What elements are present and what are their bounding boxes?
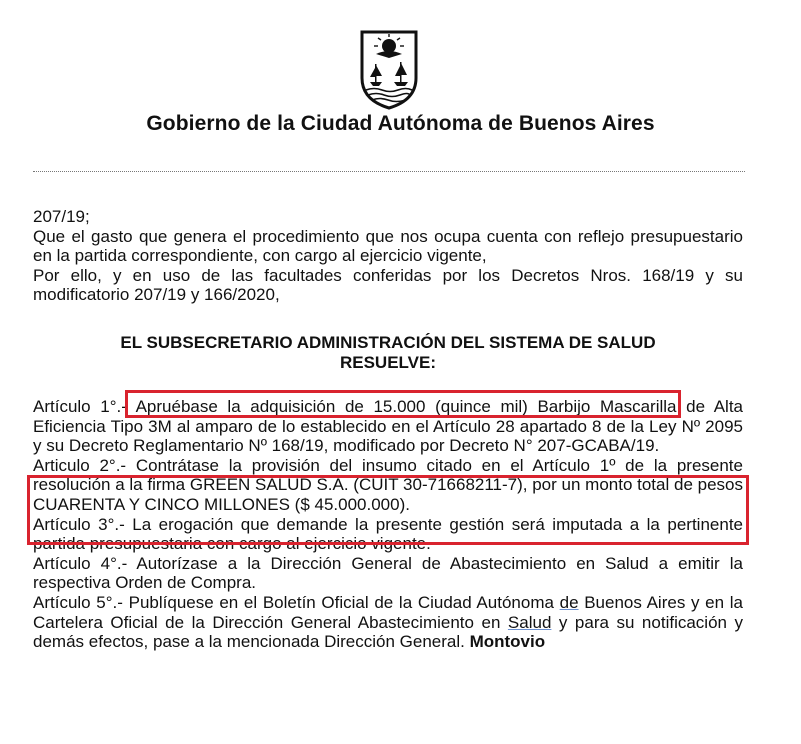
- signer-name: Montovio: [469, 632, 546, 652]
- article-5-text: Buenos Aires y en la Cartelera Oficial de la Dirección General Abastecimiento en: [33, 592, 743, 632]
- buenos-aires-city-seal-icon: [356, 28, 422, 110]
- article-3: Artículo 3°.- La erogación que demande la presente gestión será imputada a la pertinente partida presupuestaria con cargo al ejercicio vigente.: [33, 514, 743, 554]
- highlight-box-article-1: [125, 390, 681, 418]
- issuer-title: EL SUBSECRETARIO ADMINISTRACIÓN DEL SISTEMA DE SALUD: [120, 333, 656, 352]
- resolves-label: RESUELVE:: [339, 353, 437, 372]
- government-title: Gobierno de la Ciudad Autónoma de Buenos Aires: [146, 112, 655, 135]
- preamble-paragraph: Que el gasto que genera el procedimiento que nos ocupa cuenta con reflejo presupuestario en la partida correspondiente, con cargo al ejercicio vigente,: [33, 226, 743, 266]
- article-5-text: y para su notificación y demás efectos, pase a la mencionada Dirección General.: [33, 612, 743, 652]
- article-5: [33, 593, 743, 652]
- article-5-underlined-word: de: [559, 592, 579, 612]
- article-1-highlighted-text: Apruébase la adquisición de 15.000 (quince mil) Barbijo Mascarilla: [135, 397, 677, 416]
- article-2: Articulo 2°.- Contrátase la provisión del insumo citado en el Artículo 1º de la presente resolución a la firma GREEN SALUD S.A. (CUIT 30-71668211-7), por un monto total de pesos CUARENTA Y CINCO MILLONES ($ 45.000.000).: [33, 455, 743, 514]
- article-4: Artículo 4°.- Autorízase a la Dirección General de Abastecimiento en Salud a emitir la respectiva Orden de Compra.: [33, 553, 743, 593]
- article-5-underlined-word: Salud: [507, 612, 552, 632]
- highlight-box-article-2: [27, 475, 749, 545]
- article-1-text: de Alta Eficiencia Tipo 3M al amparo de lo establecido en el Artículo 28 apartado 8 de la Ley Nº 2095 y su Decreto Reglamentario Nº 168/19, modificado por Decreto N° 207-GCABA/19.: [33, 397, 743, 456]
- resolution-heading: [33, 333, 743, 373]
- article-5-text: Artículo 5°.- Publíquese en el Boletín Oficial de la Ciudad Autónoma: [33, 592, 560, 612]
- preamble: [33, 207, 743, 305]
- header-divider: [33, 171, 745, 172]
- article-1-label: Artículo 1°.-: [33, 397, 127, 416]
- preamble-paragraph: Por ello, y en uso de las facultades conferidas por los Decretos Nros. 168/19 y su modificatorio 207/19 y 166/2020,: [33, 265, 743, 305]
- preamble-line: 207/19;: [33, 207, 90, 226]
